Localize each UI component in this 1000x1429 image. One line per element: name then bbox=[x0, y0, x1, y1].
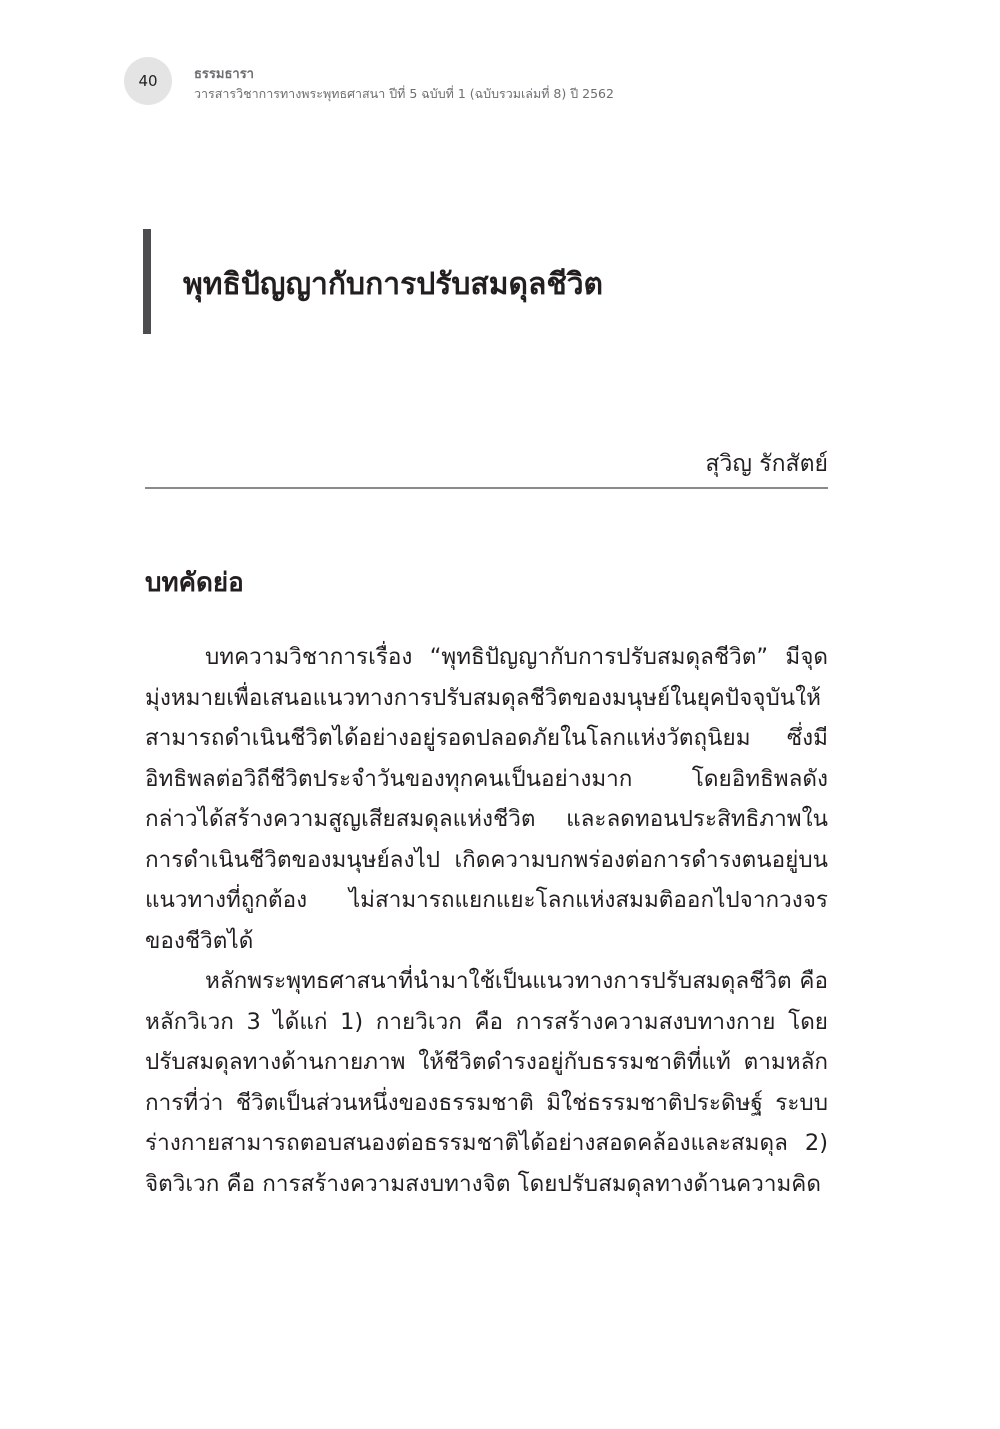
article-title: พุทธิปัญญากับการปรับสมดุลชีวิต bbox=[183, 267, 604, 302]
page-number: 40 bbox=[138, 72, 158, 90]
abstract-heading: บทคัดย่อ bbox=[145, 568, 244, 598]
author-divider bbox=[145, 487, 828, 489]
abstract-paragraph-2: หลักพระพุทธศาสนาที่นำมาใช้เป็นแนวทางการปรับสมดุลชีวิต คือ หลักวิเวก 3 ได้แก่ 1) กายวิเวก คือ การสร้างความสงบทางกาย โดยปรับสมดุลทางด้านกายภาพ ให้ชีวิตดำรงอยู่กับธรรมชาติที่แท้ ตามหลักการที่ว่า ชีวิตเป็นส่วนหนึ่งของธรรมชาติ มิใช่ธรรมชาติประดิษฐ์ ระบบร่างกายสามารถตอบสนองต่อธรรมชาติได้อย่างสอดคล้องและสมดุล 2) จิตวิเวก คือ การสร้างความสงบทางจิต โดยปรับสมดุลทางด้านความคิด bbox=[145, 968, 828, 1197]
title-accent-bar bbox=[143, 229, 151, 334]
author-name: สุวิญ รักสัตย์ bbox=[705, 451, 828, 477]
page-number-badge bbox=[124, 57, 172, 105]
journal-name: ธรรมธารา bbox=[194, 67, 254, 82]
abstract-body bbox=[145, 637, 828, 1204]
journal-issue: วารสารวิชาการทางพระพุทธศาสนา ปีที่ 5 ฉบับที่ 1 (ฉบับรวมเล่มที่ 8) ปี 2562 bbox=[194, 86, 614, 101]
abstract-paragraph-1: บทความวิชาการเรื่อง “พุทธิปัญญากับการปรับสมดุลชีวิต” มีจุดมุ่งหมายเพื่อเสนอแนวทางการปรับสมดุลชีวิตของมนุษย์ในยุคปัจจุบันให้สามารถดำเนินชีวิตได้อย่างอยู่รอดปลอดภัยในโลกแห่งวัตถุนิยม ซึ่งมีอิทธิพลต่อวิถีชีวิตประจำวันของทุกคนเป็นอย่างมาก โดยอิทธิพลดังกล่าวได้สร้างความสูญเสียสมดุลแห่งชีวิต และลดทอนประสิทธิภาพในการดำเนินชีวิตของมนุษย์ลงไป เกิดความบกพร่องต่อการดำรงตนอยู่บนแนวทางที่ถูกต้อง ไม่สามารถแยกแยะโลกแห่งสมมติออกไปจากวงจรของชีวิตได้ bbox=[145, 644, 828, 954]
